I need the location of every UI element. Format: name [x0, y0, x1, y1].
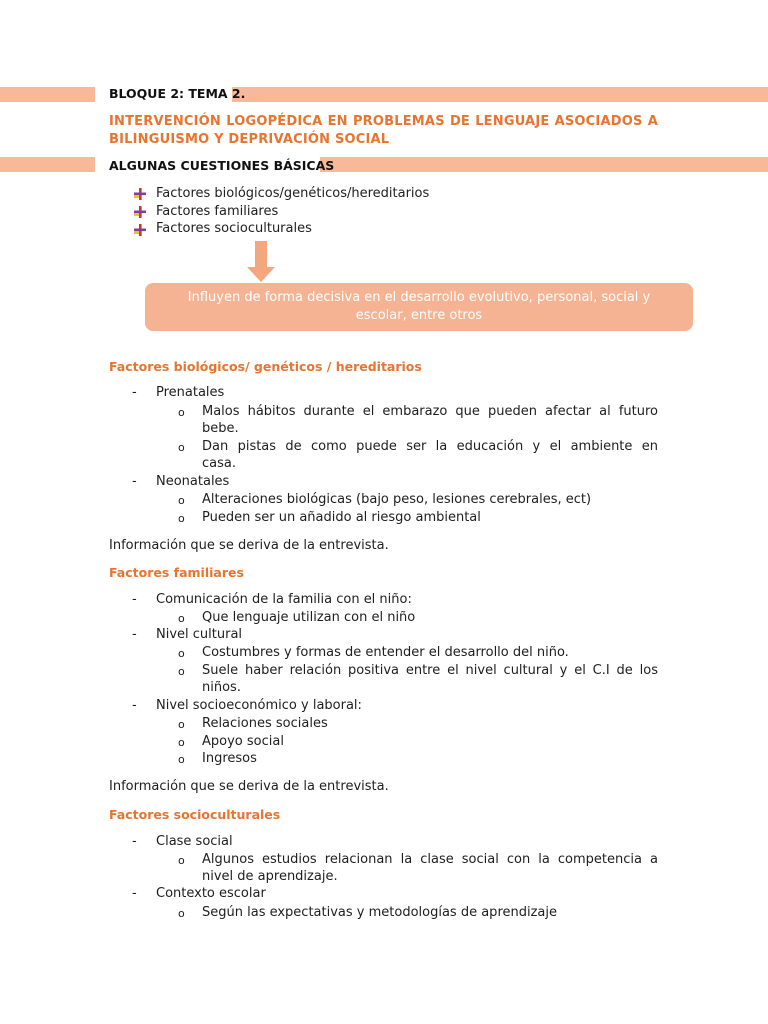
socio-sub-3: Ingresos — [202, 751, 257, 766]
circle-marker: o — [178, 907, 185, 920]
dash-marker: - — [132, 592, 137, 607]
contexto-escolar-item: Contexto escolar — [156, 886, 266, 901]
socio-sub-1: Relaciones sociales — [202, 716, 328, 731]
nivel-cultural-item: Nivel cultural — [156, 627, 243, 642]
bloque-title: BLOQUE 2: TEMA 2. — [109, 86, 246, 101]
title-word: LOGOPÉDICA — [226, 114, 323, 129]
prenatales-sub-2: Dan pistas de como puede ser la educación y el ambiente en — [202, 439, 658, 454]
circle-marker: o — [178, 612, 185, 625]
circle-marker: o — [178, 665, 185, 678]
cultural-sub-2: Suele haber relación positiva entre el nivel cultural y el C.I de los — [202, 663, 658, 678]
circle-marker: o — [178, 854, 185, 867]
title-word: PROBLEMAS — [352, 114, 445, 129]
comunicacion-sub-1: Que lenguaje utilizan con el niño — [202, 610, 416, 625]
fam-info: Información que se deriva de la entrevista. — [109, 779, 389, 794]
circle-marker: o — [178, 736, 185, 749]
factor-item: Factores familiares — [156, 204, 279, 219]
neonatales-sub-1: Alteraciones biológicas (bajo peso, lesiones cerebrales, ect) — [202, 492, 592, 507]
cultural-sub-2-cont: niños. — [202, 680, 241, 695]
clase-sub-1-cont: nivel de aprendizaje. — [202, 869, 338, 884]
circle-marker: o — [178, 718, 185, 731]
comunicacion-item: Comunicación de la familia con el niño: — [156, 592, 412, 607]
title-word: ASOCIADOS — [554, 114, 643, 129]
dash-marker: - — [132, 886, 137, 901]
circle-marker: o — [178, 494, 185, 507]
section-band-left — [0, 157, 95, 172]
clase-social-item: Clase social — [156, 834, 233, 849]
prenatales-sub-2-cont: casa. — [202, 456, 236, 471]
main-title-line2: BILINGUISMO Y DEPRIVACIÓN SOCIAL — [109, 132, 390, 147]
clase-sub-1: Algunos estudios relacionan la clase social con la competencia a — [202, 852, 658, 867]
header-band-left — [0, 87, 95, 102]
dash-marker: - — [132, 834, 137, 849]
callout-line1: Influyen de forma decisiva en el desarrollo evolutivo, personal, social y — [187, 290, 651, 305]
plus-bullet-icon — [133, 223, 147, 237]
callout-line2: escolar, entre otros — [355, 308, 483, 323]
down-arrow-icon — [246, 241, 276, 283]
dash-marker: - — [132, 698, 137, 713]
circle-marker: o — [178, 647, 185, 660]
bio-heading: Factores biológicos/ genéticos / hereditarios — [109, 359, 422, 374]
plus-bullet-icon — [133, 205, 147, 219]
title-word: A — [647, 114, 658, 129]
title-word: DE — [449, 114, 471, 129]
header-band-right — [232, 87, 768, 102]
socio-heading: Factores socioculturales — [109, 807, 281, 822]
factor-item: Factores biológicos/genéticos/hereditarios — [156, 186, 430, 201]
circle-marker: o — [178, 753, 185, 766]
neonatales-item: Neonatales — [156, 474, 230, 489]
title-word: INTERVENCIÓN — [109, 114, 222, 129]
nivel-socio-item: Nivel socioeconómico y laboral: — [156, 698, 362, 713]
prenatales-sub-1: Malos hábitos durante el embarazo que pueden afectar al futuro — [202, 404, 658, 419]
section-title: ALGUNAS CUESTIONES BÁSICAS — [109, 158, 335, 173]
title-word: EN — [327, 114, 348, 129]
cultural-sub-1: Costumbres y formas de entender el desarrollo del niño. — [202, 645, 569, 660]
plus-bullet-icon — [133, 187, 147, 201]
dash-marker: - — [132, 474, 137, 489]
dash-marker: - — [132, 385, 137, 400]
prenatales-sub-1-cont: bebe. — [202, 421, 239, 436]
prenatales-item: Prenatales — [156, 385, 225, 400]
circle-marker: o — [178, 406, 185, 419]
bio-info: Información que se deriva de la entrevista. — [109, 538, 389, 553]
socio-sub-2: Apoyo social — [202, 734, 284, 749]
section-band-right — [320, 157, 768, 172]
contexto-sub-1: Según las expectativas y metodologías de aprendizaje — [202, 905, 557, 920]
title-word: LENGUAJE — [475, 114, 550, 129]
main-title-line1 — [109, 114, 658, 129]
fam-heading: Factores familiares — [109, 565, 244, 580]
circle-marker: o — [178, 512, 185, 525]
circle-marker: o — [178, 441, 185, 454]
dash-marker: - — [132, 627, 137, 642]
callout-box — [145, 283, 693, 331]
factor-item: Factores socioculturales — [156, 221, 312, 236]
neonatales-sub-2: Pueden ser un añadido al riesgo ambiental — [202, 510, 481, 525]
